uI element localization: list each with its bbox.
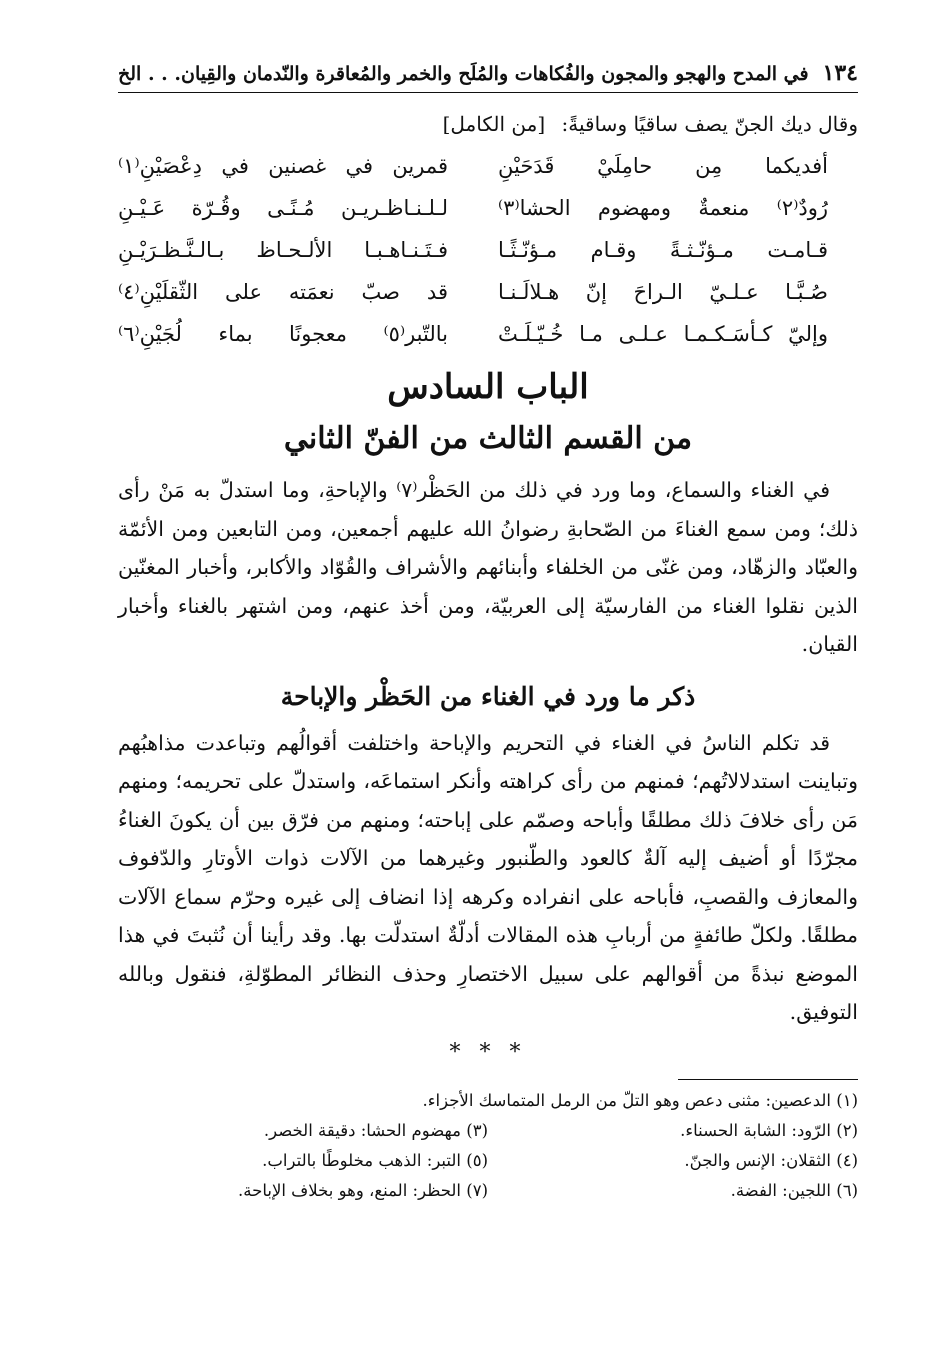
verse-second-hemistich: بالتّبر⁽٥⁾ معجونًا بماء لُجَيْنِ⁽٦⁾ xyxy=(118,322,448,346)
running-title: في المدح والهجو والمجون والفُكاهات والمُلَح والخمر والمُعاقرة والنّدمان والقِيان. . . الخ xyxy=(118,63,809,85)
footnote-1: (١) الدعصين: مثنى دعص وهو التلّ من الرمل المتماسك الأجزاء. xyxy=(422,1090,858,1110)
verse-first-hemistich: أفديكما مِن حامِلَيْ قَدَحَيْنِ xyxy=(498,154,828,178)
footnotes xyxy=(118,1086,858,1206)
chapter-title: الباب السادس xyxy=(387,367,589,407)
section-paragraph: قد تكلم الناسُ في الغناء في التحريم والإباحة واختلفت أقوالُهم وتباعدت مذاهبُهم وتباينت استدلالاتُهم؛ فمنهم من رأى كراهته وأنكر استماعَه، واستدلّ على تحريمه؛ ومنهم مَن رأى خلافَ ذلك مطلقًا وأباحه وصمّم على إباحته؛ ومنهم من فرّق بين أن يكونَ الغناءُ مجرّدًا أو أضيف إليه آلةٌ كالعود والطّنبور وغيرهما من الآلات ذوات الأوتارِ والدّفوف والمعازف والقصبِ، فأباحه على انفراده وكرهه إذا انضاف إلى غيره وحرّم سماع الآلات مطلقًا. ولكلّ طائفةٍ من أربابِ هذه المقالات أدلّةٌ استدلّت بها. وقد رأينا أن نُثبتَ في هذا الموضع نبذةً من أقوالهم على سبيل الاختصارِ وحذف النظائر المطوّلةِ، فنقول وبالله التوفيق. xyxy=(118,730,858,1024)
running-header xyxy=(118,60,858,93)
verse-second-hemistich: لـلـنـاظـريـن مُـنًـى وقُـرّة عَـيْـنِ xyxy=(118,196,448,220)
footnote-4: (٤) الثقلان: الإنس والجنّ. xyxy=(684,1150,858,1170)
footnote-2: (٢) الرّود: الشابة الحسناء. xyxy=(680,1120,858,1140)
page-number: ١٣٤ xyxy=(822,60,858,86)
footnote-5: (٥) التبر: الذهب مخلوطًا بالتراب. xyxy=(262,1150,488,1170)
footnote-3: (٣) مهضوم الحشا: دقيقة الخصر. xyxy=(263,1120,488,1140)
verse-2 xyxy=(118,187,858,229)
verse-3 xyxy=(118,229,858,271)
poem xyxy=(118,145,858,355)
verse-5 xyxy=(118,313,858,355)
poem-intro-text: وقال ديك الجنّ يصف ساقيًا وساقيةً: xyxy=(561,112,858,136)
verse-first-hemistich: وإليّ كـأسَـكـمـا عـلـى مـا خُـيّـلَـتْ xyxy=(498,322,828,346)
verse-4 xyxy=(118,271,858,313)
book-page xyxy=(118,60,858,1206)
verse-second-hemistich: قمرين في غصنين في دِعْصَيْنِ⁽١⁾ xyxy=(118,154,448,178)
verse-first-hemistich: قـامـت مـؤنّـثـةً وقـام مـؤنّـثًـا xyxy=(498,238,828,262)
footnote-7: (٧) الحظر: المنع، وهو بخلاف الإباحة. xyxy=(238,1180,488,1200)
footnote-divider xyxy=(678,1079,858,1080)
verse-second-hemistich: فـتَـنـاهـبـا الألـحـاظ بـالـنَّـظـرَيْـنِ xyxy=(118,238,448,262)
verse-1 xyxy=(118,145,858,187)
poem-intro xyxy=(118,107,858,141)
chapter-subtitle: من القسم الثالث من الفنّ الثاني xyxy=(283,421,693,456)
verse-second-hemistich: قد صبّ نعمَته على الثّقلَيْنِ⁽٤⁾ xyxy=(118,280,448,304)
footnote-6: (٦) اللجين: الفضة. xyxy=(730,1180,858,1200)
verse-first-hemistich: صُـبَّـا عـلـيّ الـراحَ إنّ هـلالَـنـا xyxy=(498,280,828,304)
poem-meter: [من الكامل] xyxy=(442,112,546,136)
chapter-paragraph: في الغناء والسماع، وما ورد في ذلك من الحَظْر⁽٧⁾ والإباحةِ، وما استدلّ به مَنْ رأى ذلك؛ ومن سمع الغناءَ من الصّحابةِ رضوانُ الله عليهم أجمعين، ومن التابعين ومن الأئمّة والعبّاد والزهّاد، ومن غنّى من الخلفاء وأبنائهم والأشراف والقُوّاد والأكابر، وأخبار المغنّين الذين نقلوا الغناء من الفارسيّة إلى العربيّة، ومن أخذ عنهم، ومن اشتهر بالغناء وأخبار القيان. xyxy=(118,478,858,656)
verse-first-hemistich: رُودٌ⁽٢⁾ منعمةٌ ومهضوم الحشا⁽٣⁾ xyxy=(498,196,828,220)
section-title: ذكر ما ورد في الغناء من الحَظْر والإباحة xyxy=(280,681,696,711)
section-separator: * * * xyxy=(449,1039,527,1065)
